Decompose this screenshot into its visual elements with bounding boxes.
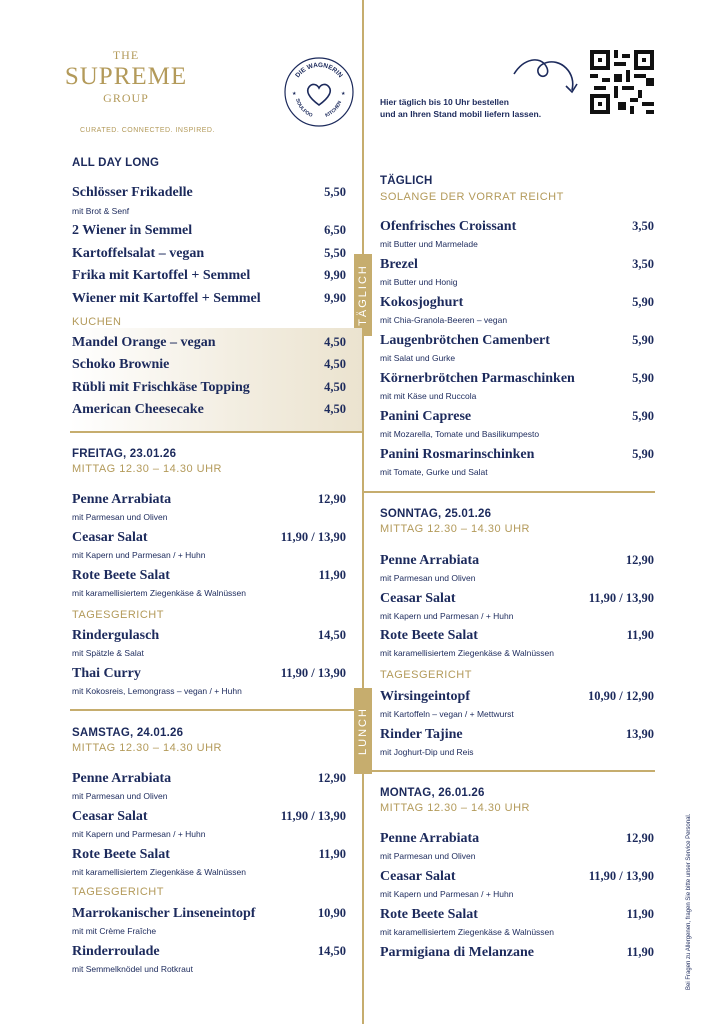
logo-tagline: CURATED. CONNECTED. INSPIRED.	[80, 127, 215, 134]
menu-item-desc: mit karamellisiertem Ziegenkäse & Walnüssen	[380, 648, 554, 658]
menu-item: Parmigiana di Melanzane 11,90	[380, 945, 654, 960]
logo	[56, 48, 196, 106]
all-day-title: ALL DAY LONG	[72, 157, 160, 169]
menu-item: Ofenfrisches Croissant 3,50	[380, 219, 654, 234]
menu-item: Mandel Orange – vegan 4,50	[72, 335, 346, 350]
samstag-tages-title: TAGESGERICHT	[72, 886, 164, 898]
rule	[363, 491, 655, 493]
order-note-line1: Hier täglich bis 10 Uhr bestellen	[380, 97, 509, 107]
badge-top-text: DIE WAGNERIN	[294, 61, 344, 80]
logo-the: THE	[112, 48, 140, 62]
menu-item: Panini Rosmarinschinken 5,90	[380, 447, 654, 462]
menu-item: Wirsingeintopf 10,90 / 12,90	[380, 689, 654, 704]
sonntag-tages-title: TAGESGERICHT	[380, 669, 472, 681]
curved-arrow-icon	[510, 50, 582, 98]
menu-item-desc: mit Kapern und Parmesan / + Huhn	[72, 829, 206, 839]
badge-right-text: KITCHEN	[324, 100, 344, 119]
menu-item: Kokosjoghurt 5,90	[380, 295, 654, 310]
menu-item-desc: mit Kapern und Parmesan / + Huhn	[72, 550, 206, 560]
montag-title: MONTAG, 26.01.26	[380, 787, 485, 799]
montag-subtitle: MITTAG 12.30 – 14.30 UHR	[380, 802, 530, 814]
menu-item: 2 Wiener in Semmel 6,50	[72, 223, 346, 238]
freitag-tages-title: TAGESGERICHT	[72, 609, 164, 621]
menu-item: Rindergulasch 14,50	[72, 628, 346, 643]
menu-item: Marrokanischer Linseneintopf 10,90	[72, 906, 346, 921]
menu-item-desc: mit mit Crème Fraîche	[72, 926, 157, 936]
menu-item: Rote Beete Salat 11,90	[380, 907, 654, 922]
allergen-note: Bei Fragen zu Allergenen, fragen Sie bitte unser Service Personal.	[686, 813, 692, 990]
order-note-line2: und an Ihren Stand mobil liefern lassen.	[380, 109, 542, 119]
menu-item: Schlösser Frikadelle 5,50	[72, 185, 346, 200]
menu-item: Ceasar Salat 11,90 / 13,90	[380, 869, 654, 884]
badge-left-text: SOULFOO	[294, 97, 314, 119]
menu-item-desc: mit Semmelknödel und Rotkraut	[72, 964, 193, 974]
menu-item: Penne Arrabiata 12,90	[72, 492, 346, 507]
menu-item: Rinder Tajine 13,90	[380, 727, 654, 742]
menu-item-desc: mit Chia-Granola-Beeren – vegan	[380, 315, 508, 325]
samstag-subtitle: MITTAG 12.30 – 14.30 UHR	[72, 742, 222, 754]
menu-item-desc: mit Parmesan und Oliven	[72, 791, 168, 801]
kuchen-title: KUCHEN	[72, 316, 122, 328]
rule	[70, 709, 354, 711]
menu-item-desc: mit Kapern und Parmesan / + Huhn	[380, 889, 514, 899]
rule	[372, 770, 655, 772]
menu-item: Rote Beete Salat 11,90	[380, 628, 654, 643]
svg-text:DIE WAGNERIN	[294, 62, 344, 80]
sonntag-subtitle: MITTAG 12.30 – 14.30 UHR	[380, 523, 530, 535]
taeglich-band-label: TÄGLICH	[357, 264, 369, 326]
svg-text:★: ★	[292, 91, 297, 97]
menu-item-desc: mit Parmesan und Oliven	[72, 512, 168, 522]
menu-item: Rote Beete Salat 11,90	[72, 847, 346, 862]
rule	[70, 431, 362, 433]
wagnerin-badge	[282, 55, 356, 129]
menu-item-desc: mit Butter und Honig	[380, 277, 458, 287]
lunch-band	[354, 688, 372, 774]
menu-item: Panini Caprese 5,90	[380, 409, 654, 424]
lunch-band-label: LUNCH	[357, 707, 369, 755]
menu-item: Körnerbrötchen Parmaschinken 5,90	[380, 371, 654, 386]
logo-supreme: SUPREME	[64, 63, 188, 90]
svg-text:KITCHEN	[324, 100, 343, 119]
menu-item: Penne Arrabiata 12,90	[380, 553, 654, 568]
menu-item-desc: mit mit Käse und Ruccola	[380, 391, 477, 401]
menu-item-desc: mit karamellisiertem Ziegenkäse & Walnüssen	[72, 588, 246, 598]
menu-item-desc: mit Mozarella, Tomate und Basilikumpesto	[380, 429, 540, 439]
menu-item: Rote Beete Salat 11,90	[72, 568, 346, 583]
menu-item: American Cheesecake 4,50	[72, 402, 346, 417]
menu-item-desc: mit Brot & Senf	[72, 206, 130, 216]
menu-item: Brezel 3,50	[380, 257, 654, 272]
menu-item-desc: mit Salat und Gurke	[380, 353, 456, 363]
taeglich-band	[354, 254, 372, 336]
freitag-subtitle: MITTAG 12.30 – 14.30 UHR	[72, 463, 222, 475]
menu-item: Laugenbrötchen Camenbert 5,90	[380, 333, 654, 348]
menu-item-desc: mit Kokosreis, Lemongrass – vegan / + Huhn	[72, 686, 242, 696]
menu-item-desc: mit karamellisiertem Ziegenkäse & Walnüssen	[380, 927, 554, 937]
menu-item-desc: mit Parmesan und Oliven	[380, 851, 476, 861]
menu-item-desc: mit Butter und Marmelade	[380, 239, 478, 249]
svg-text:★: ★	[341, 91, 346, 97]
logo-group: GROUP	[103, 91, 149, 105]
qr-code-icon[interactable]	[590, 50, 654, 114]
menu-item: Thai Curry 11,90 / 13,90	[72, 666, 346, 681]
menu-item: Wiener mit Kartoffel + Semmel 9,90	[72, 291, 346, 306]
taeglich-subtitle: SOLANGE DER VORRAT REICHT	[380, 191, 564, 203]
menu-item: Rinderroulade 14,50	[72, 944, 346, 959]
menu-item-desc: mit Kartoffeln – vegan / + Mettwurst	[380, 709, 514, 719]
heart-icon	[308, 84, 331, 105]
menu-item: Penne Arrabiata 12,90	[72, 771, 346, 786]
menu-item: Ceasar Salat 11,90 / 13,90	[380, 591, 654, 606]
sonntag-title: SONNTAG, 25.01.26	[380, 508, 492, 520]
menu-item: Schoko Brownie 4,50	[72, 357, 346, 372]
menu-item-desc: mit Parmesan und Oliven	[380, 573, 476, 583]
menu-item-desc: mit Kapern und Parmesan / + Huhn	[380, 611, 514, 621]
menu-item-desc: mit Tomate, Gurke und Salat	[380, 467, 488, 477]
center-divider	[362, 0, 364, 1024]
menu-item: Frika mit Kartoffel + Semmel 9,90	[72, 268, 346, 283]
order-note	[380, 96, 541, 120]
freitag-title: FREITAG, 23.01.26	[72, 448, 177, 460]
menu-item-desc: mit Joghurt-Dip und Reis	[380, 747, 474, 757]
menu-item: Ceasar Salat 11,90 / 13,90	[72, 809, 346, 824]
menu-item: Kartoffelsalat – vegan 5,50	[72, 246, 346, 261]
menu-item: Penne Arrabiata 12,90	[380, 831, 654, 846]
menu-item-desc: mit Spätzle & Salat	[72, 648, 144, 658]
taeglich-title: TÄGLICH	[380, 175, 433, 187]
samstag-title: SAMSTAG, 24.01.26	[72, 727, 184, 739]
menu-item: Rübli mit Frischkäse Topping 4,50	[72, 380, 346, 395]
menu-item: Ceasar Salat 11,90 / 13,90	[72, 530, 346, 545]
menu-item-desc: mit karamellisiertem Ziegenkäse & Walnüssen	[72, 867, 246, 877]
